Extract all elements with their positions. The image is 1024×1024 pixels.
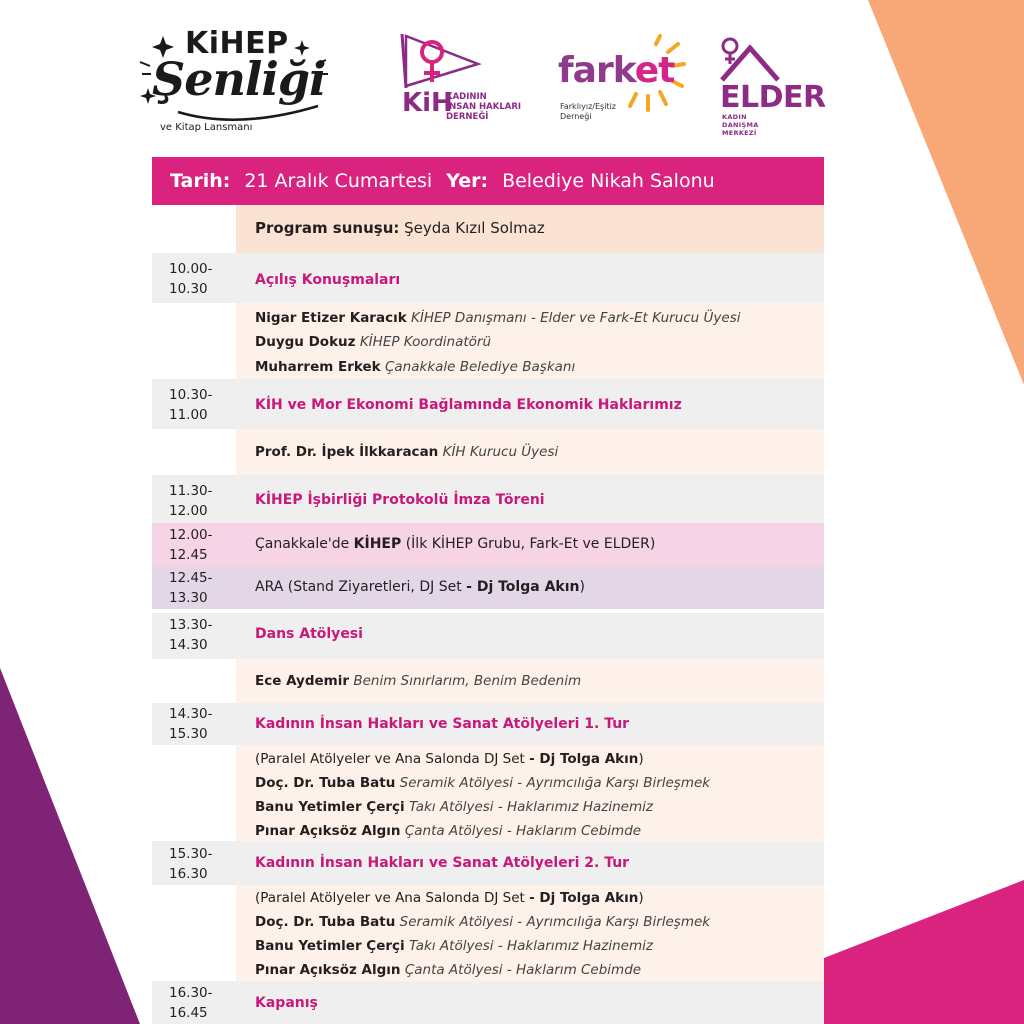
session-time [152,841,236,885]
session-time [152,703,236,745]
kihep-subtitle: ve Kitap Lansmanı [160,122,253,133]
session-content [236,523,824,567]
time-end: 16.30 [169,866,208,882]
session-text-c: ) [579,579,585,595]
session-text [255,536,655,552]
kih-line-1: KADININ [446,92,487,102]
date-value: 21 Aralık Cumartesi [244,170,433,192]
speaker-line [255,444,558,460]
event-header-bar [152,157,824,205]
place-label: Yer: [446,170,489,192]
elder-subtitle: KADIN DANIŞMA MERKEZİ [722,113,759,137]
workshop-line [255,823,641,839]
time-cell-empty [152,745,236,841]
workshop-line [255,962,641,978]
time-cell-empty [152,205,236,253]
time-end: 12.45 [169,547,208,563]
workshops-row [152,745,824,841]
speakers-content [236,429,824,475]
intro-c: ) [638,751,644,767]
facilitator-name: Pınar Açıksöz Algın [255,962,401,978]
time-start: 14.30- [169,706,213,722]
workshop-name: Seramik Atölyesi [399,914,513,930]
place-value: Belediye Nikah Salonu [502,170,715,192]
speaker-name: Muharrem Erkek [255,359,381,375]
session-text-b: - Dj Tolga Akın [466,579,580,595]
time-end: 13.30 [169,590,208,606]
session-text-a: Çanakkale'de [255,536,354,552]
facilitator-name: Pınar Açıksöz Algın [255,823,401,839]
workshop-theme: - Ayrımcılığa Karşı Birleşmek [512,914,711,930]
intro-a: (Paralel Atölyeler ve Ana Salonda DJ Set [255,751,530,767]
schedule-row [152,475,824,523]
time-end: 10.30 [169,281,208,297]
session-content [236,253,824,303]
workshop-theme: - Ayrımcılığa Karşı Birleşmek [512,775,711,791]
session-title: Kapanış [255,995,318,1011]
elder-word: ELDER [720,80,826,115]
session-content [236,475,824,523]
time-end: 16.45 [169,1005,208,1021]
workshop-theme: - Haklarımız Hazinemiz [493,799,653,815]
speakers-content [236,659,824,703]
speaker-line [255,334,491,350]
speaker-name: Ece Aydemir [255,673,350,689]
intro-c: ) [638,890,644,906]
kihep-senligi-logo [0,0,360,150]
speaker-name: Duygu Dokuz [255,334,356,350]
speakers-row [152,659,824,703]
kih-mark: KiH [402,88,453,118]
time-start: 10.30- [169,387,213,403]
schedule-row [152,981,824,1024]
time-cell-empty [152,429,236,475]
workshop-line [255,775,710,791]
schedule-row [152,613,824,659]
speaker-line [255,673,581,689]
time-start: 10.00- [169,261,213,277]
facilitator-name: Banu Yetimler Çerçi [255,938,405,954]
speaker-name: Prof. Dr. İpek İlkkaracan [255,444,439,460]
session-time [152,523,236,567]
session-content [236,703,824,745]
presenter-cell [236,205,824,253]
session-text-c: (İlk KİHEP Grubu, Fark-Et ve ELDER) [401,536,656,552]
time-cell-empty [152,303,236,379]
workshop-name: Çanta Atölyesi [404,823,503,839]
workshop-name: Takı Atölyesi [408,799,494,815]
kih-name [446,92,546,122]
session-time [152,475,236,523]
workshop-theme: - Haklarımız Hazinemiz [493,938,653,954]
session-title: KİHEP İşbirliği Protokolü İmza Töreni [255,492,545,508]
session-text [255,579,585,595]
facilitator-name: Doç. Dr. Tuba Batu [255,775,396,791]
session-title: KİH ve Mor Ekonomi Bağlamında Ekonomik Haklarımız [255,397,682,413]
presenter-row [152,205,824,253]
workshop-name: Takı Atölyesi [408,938,494,954]
schedule-row [152,253,824,303]
session-time [152,253,236,303]
session-time [152,981,236,1024]
house-venus-icon [712,34,784,84]
intro-b: - Dj Tolga Akın [529,890,639,906]
workshop-name: Çanta Atölyesi [404,962,503,978]
schedule-row [152,567,824,609]
workshop-theme: - Haklarım Cebimde [502,823,642,839]
session-time [152,613,236,659]
speakers-row [152,429,824,475]
session-time [152,567,236,609]
speaker-name: Nigar Etizer Karacık [255,310,407,326]
time-start: 12.45- [169,570,213,586]
session-title: Kadının İnsan Hakları ve Sanat Atölyeleri 1. Tur [255,716,630,732]
farket-word-a: fark [558,50,635,91]
time-start: 13.30- [169,617,213,633]
session-content [236,379,824,429]
session-content [236,981,824,1024]
schedule-row [152,703,824,745]
speaker-role: Çanakkale Belediye Başkanı [384,359,576,375]
session-title: Açılış Konuşmaları [255,272,401,288]
date-label: Tarih: [170,170,231,192]
kihep-script: Şenliği [152,52,326,106]
speaker-role: KİHEP Danışmanı - Elder ve Fark-Et Kurucu Üyesi [410,310,741,326]
time-start: 15.30- [169,846,213,862]
farket-line-1: Farklıyız/Eşitiz [560,102,616,111]
presenter-line [255,219,545,237]
kih-line-2: İNSAN HAKLARI [446,102,522,112]
workshop-line [255,938,653,954]
speakers-row [152,303,824,379]
workshop-intro [255,751,644,767]
time-start: 12.00- [169,527,213,543]
speaker-line [255,310,740,326]
workshop-line [255,914,710,930]
time-start: 16.30- [169,985,213,1001]
schedule-row [152,523,824,567]
kih-emblem-icon [396,26,486,92]
speaker-line [255,359,575,375]
session-content [236,841,824,885]
workshop-theme: - Haklarım Cebimde [502,962,642,978]
session-title: Kadının İnsan Hakları ve Sanat Atölyeleri 2. Tur [255,855,630,871]
workshops-content [236,745,824,841]
session-text-b: KİHEP [353,536,402,552]
speakers-content [236,303,824,379]
speaker-role: KİH Kurucu Üyesi [442,444,559,460]
presenter-name: Şeyda Kızıl Solmaz [404,219,545,237]
session-text-a: ARA (Stand Ziyaretleri, DJ Set [255,579,467,595]
time-end: 14.30 [169,637,208,653]
farket-line-2: Derneği [560,112,592,121]
farket-word-b: et [634,50,675,91]
session-title: Dans Atölyesi [255,626,363,642]
session-content [236,613,824,659]
workshop-intro [255,890,644,906]
session-time [152,379,236,429]
time-start: 11.30- [169,483,213,499]
time-end: 15.30 [169,726,208,742]
time-end: 11.00 [169,407,208,423]
time-end: 12.00 [169,503,208,519]
workshops-row [152,885,824,981]
session-content [236,567,824,609]
kih-line-3: DERNEĞİ [446,112,489,122]
time-cell-empty [152,659,236,703]
facilitator-name: Doç. Dr. Tuba Batu [255,914,396,930]
workshop-line [255,799,653,815]
schedule-row [152,379,824,429]
presenter-label: Program sunuşu: [255,219,400,237]
farket-word [558,50,674,91]
facilitator-name: Banu Yetimler Çerçi [255,799,405,815]
time-cell-empty [152,885,236,981]
intro-a: (Paralel Atölyeler ve Ana Salonda DJ Set [255,890,530,906]
speaker-role: Benim Sınırlarım, Benim Bedenim [353,673,582,689]
kihep-title: KiHEP [185,26,289,61]
schedule-row [152,841,824,885]
farket-name [560,102,650,122]
workshop-name: Seramik Atölyesi [399,775,513,791]
intro-b: - Dj Tolga Akın [529,751,639,767]
speaker-role: KİHEP Koordinatörü [359,334,492,350]
workshops-content [236,885,824,981]
